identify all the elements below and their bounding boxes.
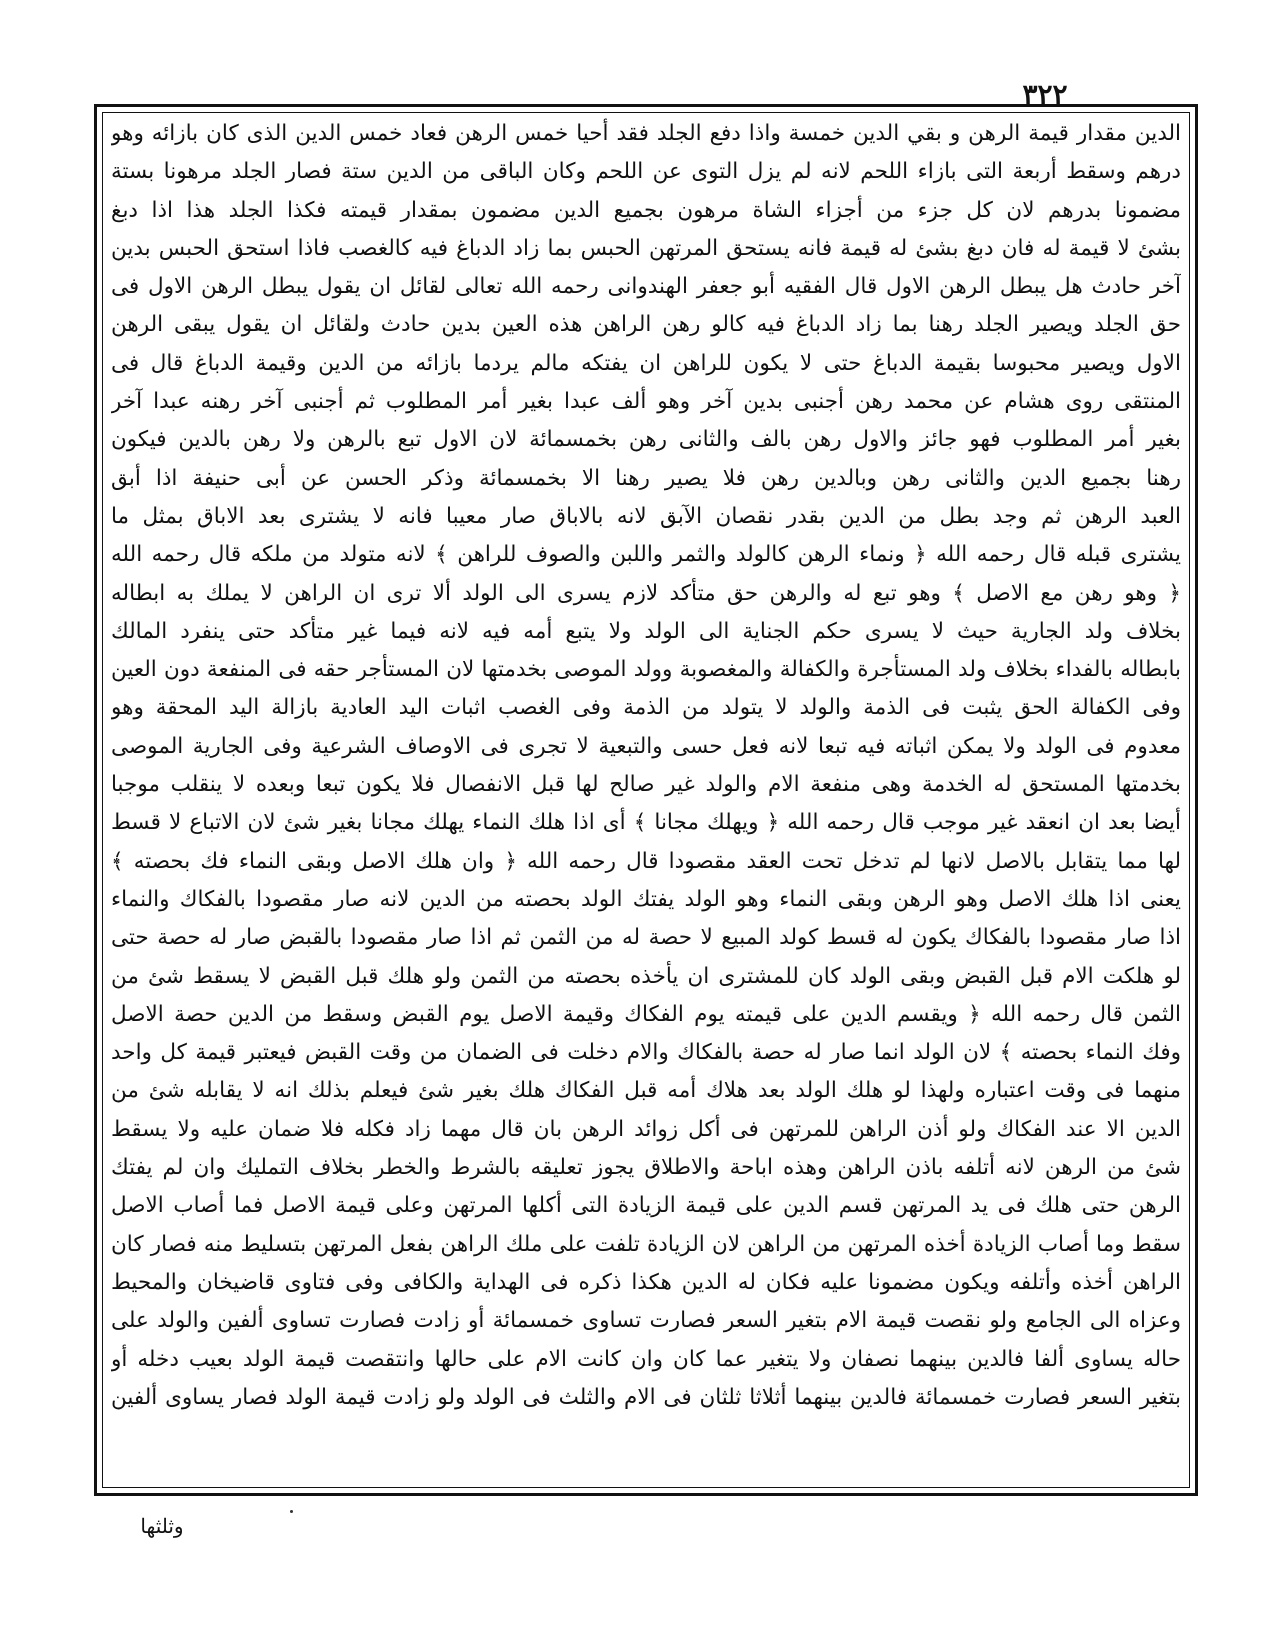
text-line: المنتقى روى هشام عن محمد رهن أجنبى بدين آخر وهو ألف عبدا بغير أمر المطلوب ثم أجنبى آخر رهنه عبدا آخر: [111, 389, 1181, 415]
catchword: وثلثها: [140, 1514, 184, 1538]
text-line: حاله يساوى ألفا فالدين بينهما نصفان ولا يتغير عما كان وان كانت الام على حالها وانتقصت قيمة الولد بعيب دخله أو: [111, 1346, 1181, 1372]
text-line: يعنى اذا هلك الاصل وهو الرهن وبقى النماء وهو الولد يفتك الولد بحصته من الدين لانه صار مقصودا بالفكاك والنماء: [111, 886, 1181, 912]
text-line: بتغير السعر فصارت خمسمائة فالدين بينهما أثلاثا ثلثان فى الام والثلث فى الولد ولو زادت قيمة الولد فصار يساوى ألفين: [111, 1384, 1181, 1410]
arabic-text-block: [111, 115, 1181, 1485]
text-line: آخر حادث هل يبطل الرهن الاول قال الفقيه أبو جعفر الهندوانى رحمه الله تعالى لقائل ان يقول يبطل الرهن الاول فى: [111, 274, 1181, 300]
text-line: رهنا بجميع الدين والثانى رهن وبالدين رهن فلا يصير رهنا الا بخمسمائة وذكر الحسن عن أبى حنيفة اذا أبق: [111, 465, 1181, 491]
text-line: مضمونا بدرهم لان كل جزء من أجزاء الشاة مرهون بجميع الدين مضمون بمقدار قيمته فكذا الجلد هذا اذا دبغ: [111, 197, 1181, 223]
text-line: شئ من الرهن لانه أتلفه باذن الراهن وهذه اباحة والاطلاق يجوز تعليقه بالشرط والخطر بخلاف التمليك وان لم يفتك: [111, 1155, 1181, 1181]
text-line: بشئ لا قيمة له فان دبغ بشئ له قيمة فانه يستحق المرتهن الحبس بما زاد الدباغ فيه كالغصب فاذا استحق الحبس بدين: [111, 235, 1181, 261]
ink-dot: [290, 1510, 293, 1513]
text-line: الدين مقدار قيمة الرهن و بقي الدين خمسة واذا دفع الجلد فقد أحيا خمس الرهن فعاد خمس الدين الذى كان بازائه وهو: [111, 121, 1181, 146]
text-line: بخلاف ولد الجارية حيث لا يسرى حكم الجناية الى الولد ولا يتبع أمه فيه لانه فيما غير متأكد حتى ينفرد المالك: [111, 618, 1181, 644]
text-line: وعزاه الى الجامع ولو نقصت قيمة الام بتغير السعر فصارت تساوى خمسمائة أو زادت فصارت تساوى ألفين والولد على: [111, 1308, 1181, 1334]
page-number: ٣٢٢: [1022, 78, 1068, 111]
text-line: يشترى قبله قال رحمه الله ﴿ ونماء الرهن كالولد والثمر واللبن والصوف للراهن ﴾ لانه متولد من ملكه قال رحمه الله: [111, 542, 1181, 568]
text-line: الرهن حتى هلك فى يد المرتهن قسم الدين على قيمة الزيادة التى أكلها المرتهن وعلى قيمة الاصل فما أصاب الاصل: [111, 1193, 1181, 1219]
text-line: ﴿ وهو رهن مع الاصل ﴾ وهو تبع له والرهن حق متأكد لازم يسرى الى الولد ألا ترى ان الراهن لا يملك به ابطاله: [111, 580, 1181, 606]
text-line: سقط وما أصاب الزيادة أخذه المرتهن من الراهن لان الزيادة تلفت على ملك الراهن بفعل المرتهن بتسليط منه فصار كان: [111, 1231, 1181, 1257]
text-line: الدين الا عند الفكاك ولو أذن الراهن للمرتهن فى أكل زوائد الرهن بان قال مهما زاد فكله فلا ضمان عليه ولا يسقط: [111, 1116, 1181, 1142]
text-line: الراهن أخذه وأتلفه ويكون مضمونا عليه فكان له الدين هكذا ذكره فى الهداية والكافى وفى فتاوى قاضيخان والمحيط: [111, 1269, 1181, 1295]
text-line: لو هلكت الام قبل القبض وبقى الولد كان للمشترى ان يأخذه بحصته من الثمن ولو هلك قبل القبض لا يسقط شئ من: [111, 963, 1181, 989]
text-line: وفى الكفالة الحق يثبت فى الذمة والولد لا يتولد من الذمة وفى الغصب اثبات اليد العادية بازالة اليد المحقة وهو: [111, 695, 1181, 721]
text-line: بابطاله بالفداء بخلاف ولد المستأجرة والكفالة والمغصوبة وولد الموصى بخدمتها لان المستأجر حقه فى المنفعة دون العين: [111, 657, 1181, 683]
text-line: منهما فى وقت اعتباره ولهذا لو هلك الولد بعد هلاك أمه قبل الفكاك هلك بغير شئ فيعلم بذلك انه لا يقابله شئ من: [111, 1078, 1181, 1104]
text-line: اذا صار مقصودا بالفكاك يكون له قسط كولد المبيع لا حصة له من الثمن ثم اذا صار مقصودا بالقبض صار له حصة حتى: [111, 925, 1181, 951]
text-line: معدوم فى الولد ولا يمكن اثباته فيه تبعا لانه فعل حسى والتبعية لا تجرى فى الاوصاف الشرعية وفى الجارية الموصى: [111, 733, 1181, 759]
text-line: درهم وسقط أربعة التى بازاء اللحم لانه لم يزل التوى عن اللحم وكان الباقى من الدين ستة فصار الجلد مرهونا بستة: [111, 159, 1181, 185]
text-line: بغير أمر المطلوب فهو جائز والاول رهن بالف والثانى رهن بخمسمائة لان الاول تبع بالرهن ولا رهن بالدين فيكون: [111, 427, 1181, 453]
text-line: الثمن قال رحمه الله ﴿ ويقسم الدين على قيمته يوم الفكاك وقيمة الاصل يوم القبض وسقط من الدين حصة الاصل: [111, 1001, 1181, 1027]
text-line: أيضا بعد ان انعقد غير موجب قال رحمه الله ﴿ ويهلك مجانا ﴾ أى اذا هلك النماء يهلك مجانا بغير شئ لان الاتباع لا قسط: [111, 810, 1181, 836]
text-frame: [94, 104, 1198, 1496]
text-line: لها مما يتقابل بالاصل لانها لم تدخل تحت العقد مقصودا قال رحمه الله ﴿ وان هلك الاصل وبقى النماء فك بحصته ﴾: [111, 848, 1181, 874]
text-line: بخدمتها المستحق له الخدمة وهى منفعة الام والولد غير صالح لها قبل الانفصال فلا يكون تبعا وبعده لا ينقلب موجبا: [111, 772, 1181, 798]
text-line: العبد الرهن ثم وجد بطل من الدين بقدر نقصان الآبق لانه بالاباق صار معيبا فانه لا يشترى بعد الاباق بمثل ما: [111, 503, 1181, 529]
text-line: حق الجلد ويصير الجلد رهنا بما زاد الدباغ فيه كالو رهن الراهن هذه العين بدين حادث ولقائل ان يقول يبقى الرهن: [111, 312, 1181, 338]
text-line: وفك النماء بحصته ﴾ لان الولد انما صار له حصة بالفكاك والام دخلت فى الضمان من وقت القبض فيعتبر قيمة كل واحد: [111, 1040, 1181, 1066]
text-line: الاول ويصير محبوسا بقيمة الدباغ حتى لا يكون للراهن ان يفتكه مالم يردما بازائه من الدين وقيمة الدباغ قال فى: [111, 350, 1181, 376]
